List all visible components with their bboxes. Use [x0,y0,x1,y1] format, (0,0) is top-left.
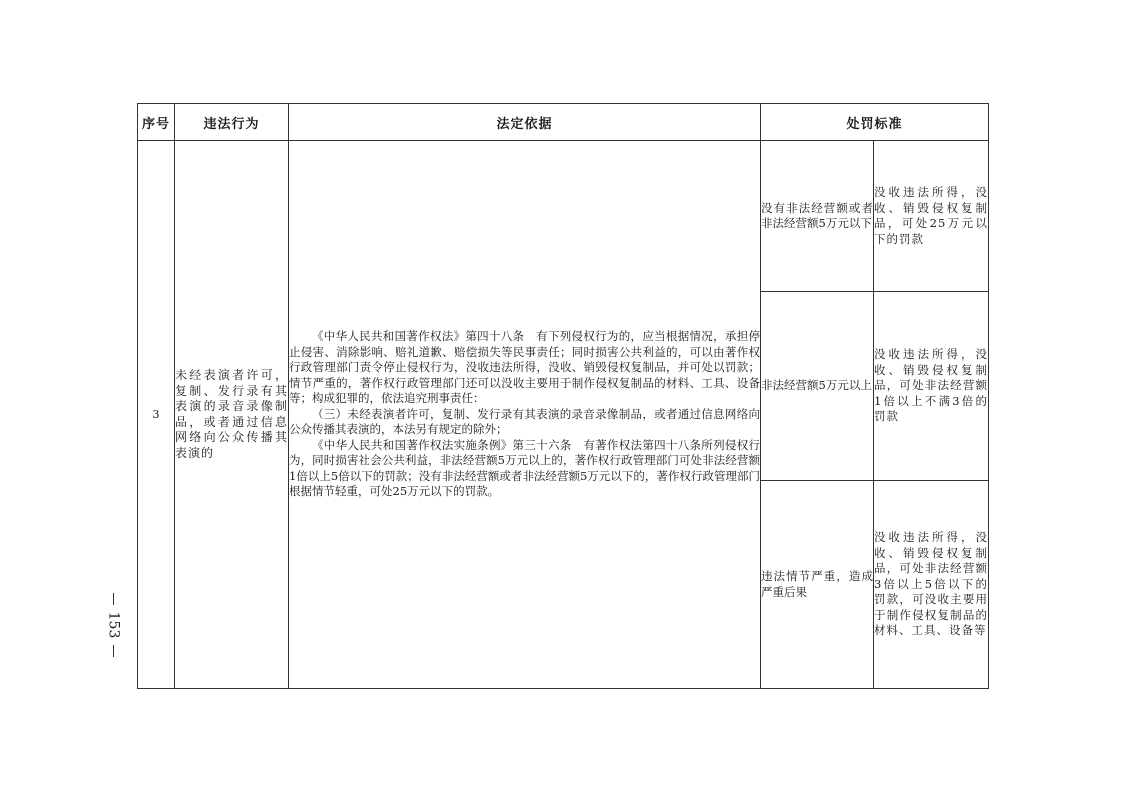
penalty-table [137,103,989,689]
page-number [88,580,138,670]
table-header-row [138,104,989,141]
penalty-condition: 违法情节严重，造成严重后果 [761,481,874,689]
penalty-condition: 没有非法经营额或者非法经营额5万元以下 [761,141,874,292]
header-penalty: 处罚标准 [761,104,989,141]
penalty-standard: 没收违法所得，没收、销毁侵权复制品，可处非法经营额1倍以上不满3倍的罚款 [874,292,989,481]
penalty-standard: 没收违法所得，没收、销毁侵权复制品，可处25万元以下的罚款 [874,141,989,292]
table-row [138,141,989,292]
page-number-dash [113,645,114,657]
penalty-condition: 非法经营额5万元以上 [761,292,874,481]
penalty-standard: 没收违法所得，没收、销毁侵权复制品，可处非法经营额3倍以上5倍以下的罚款，可没收主要用于制作侵权复制品的材料、工具、设备等 [874,481,989,689]
legal-basis-paragraph: 《中华人民共和国著作权法实施条例》第三十六条 有著作权法第四十八条所列侵权行为，同时损害社会公共利益，非法经营额5万元以上的，著作权行政管理部门可处非法经营额1倍以上5倍以下的罚款；没有非法经营额或者非法经营额5万元以下的，著作权行政管理部门根据情节轻重，可处25万元以下的罚款。 [289,437,760,499]
row-seq: 3 [138,141,175,689]
row-violation: 未经表演者许可，复制、发行录有其表演的录音录像制品，或者通过信息网络向公众传播其表演的 [175,141,289,689]
legal-basis-paragraph: 《中华人民共和国著作权法》第四十八条 有下列侵权行为的，应当根据情况，承担停止侵害、消除影响、赔礼道歉、赔偿损失等民事责任；同时损害公共利益的，可以由著作权行政管理部门责令停止侵权行为，没收违法所得，没收、销毁侵权复制品，并可处以罚款；情节严重的，著作权行政管理部门还可以没收主要用于制作侵权复制品的材料、工具、设备等；构成犯罪的，依法追究刑事责任： [289,329,760,406]
header-violation: 违法行为 [175,104,289,141]
legal-basis-paragraph: （三）未经表演者许可，复制、发行录有其表演的录音录像制品，或者通过信息网络向公众传播其表演的，本法另有规定的除外； [289,406,760,437]
row-legal-basis [289,141,761,689]
page-number-text: 153 [104,611,121,639]
header-legal-basis: 法定依据 [289,104,761,141]
header-seq: 序号 [138,104,175,141]
page-number-dash [113,593,114,605]
